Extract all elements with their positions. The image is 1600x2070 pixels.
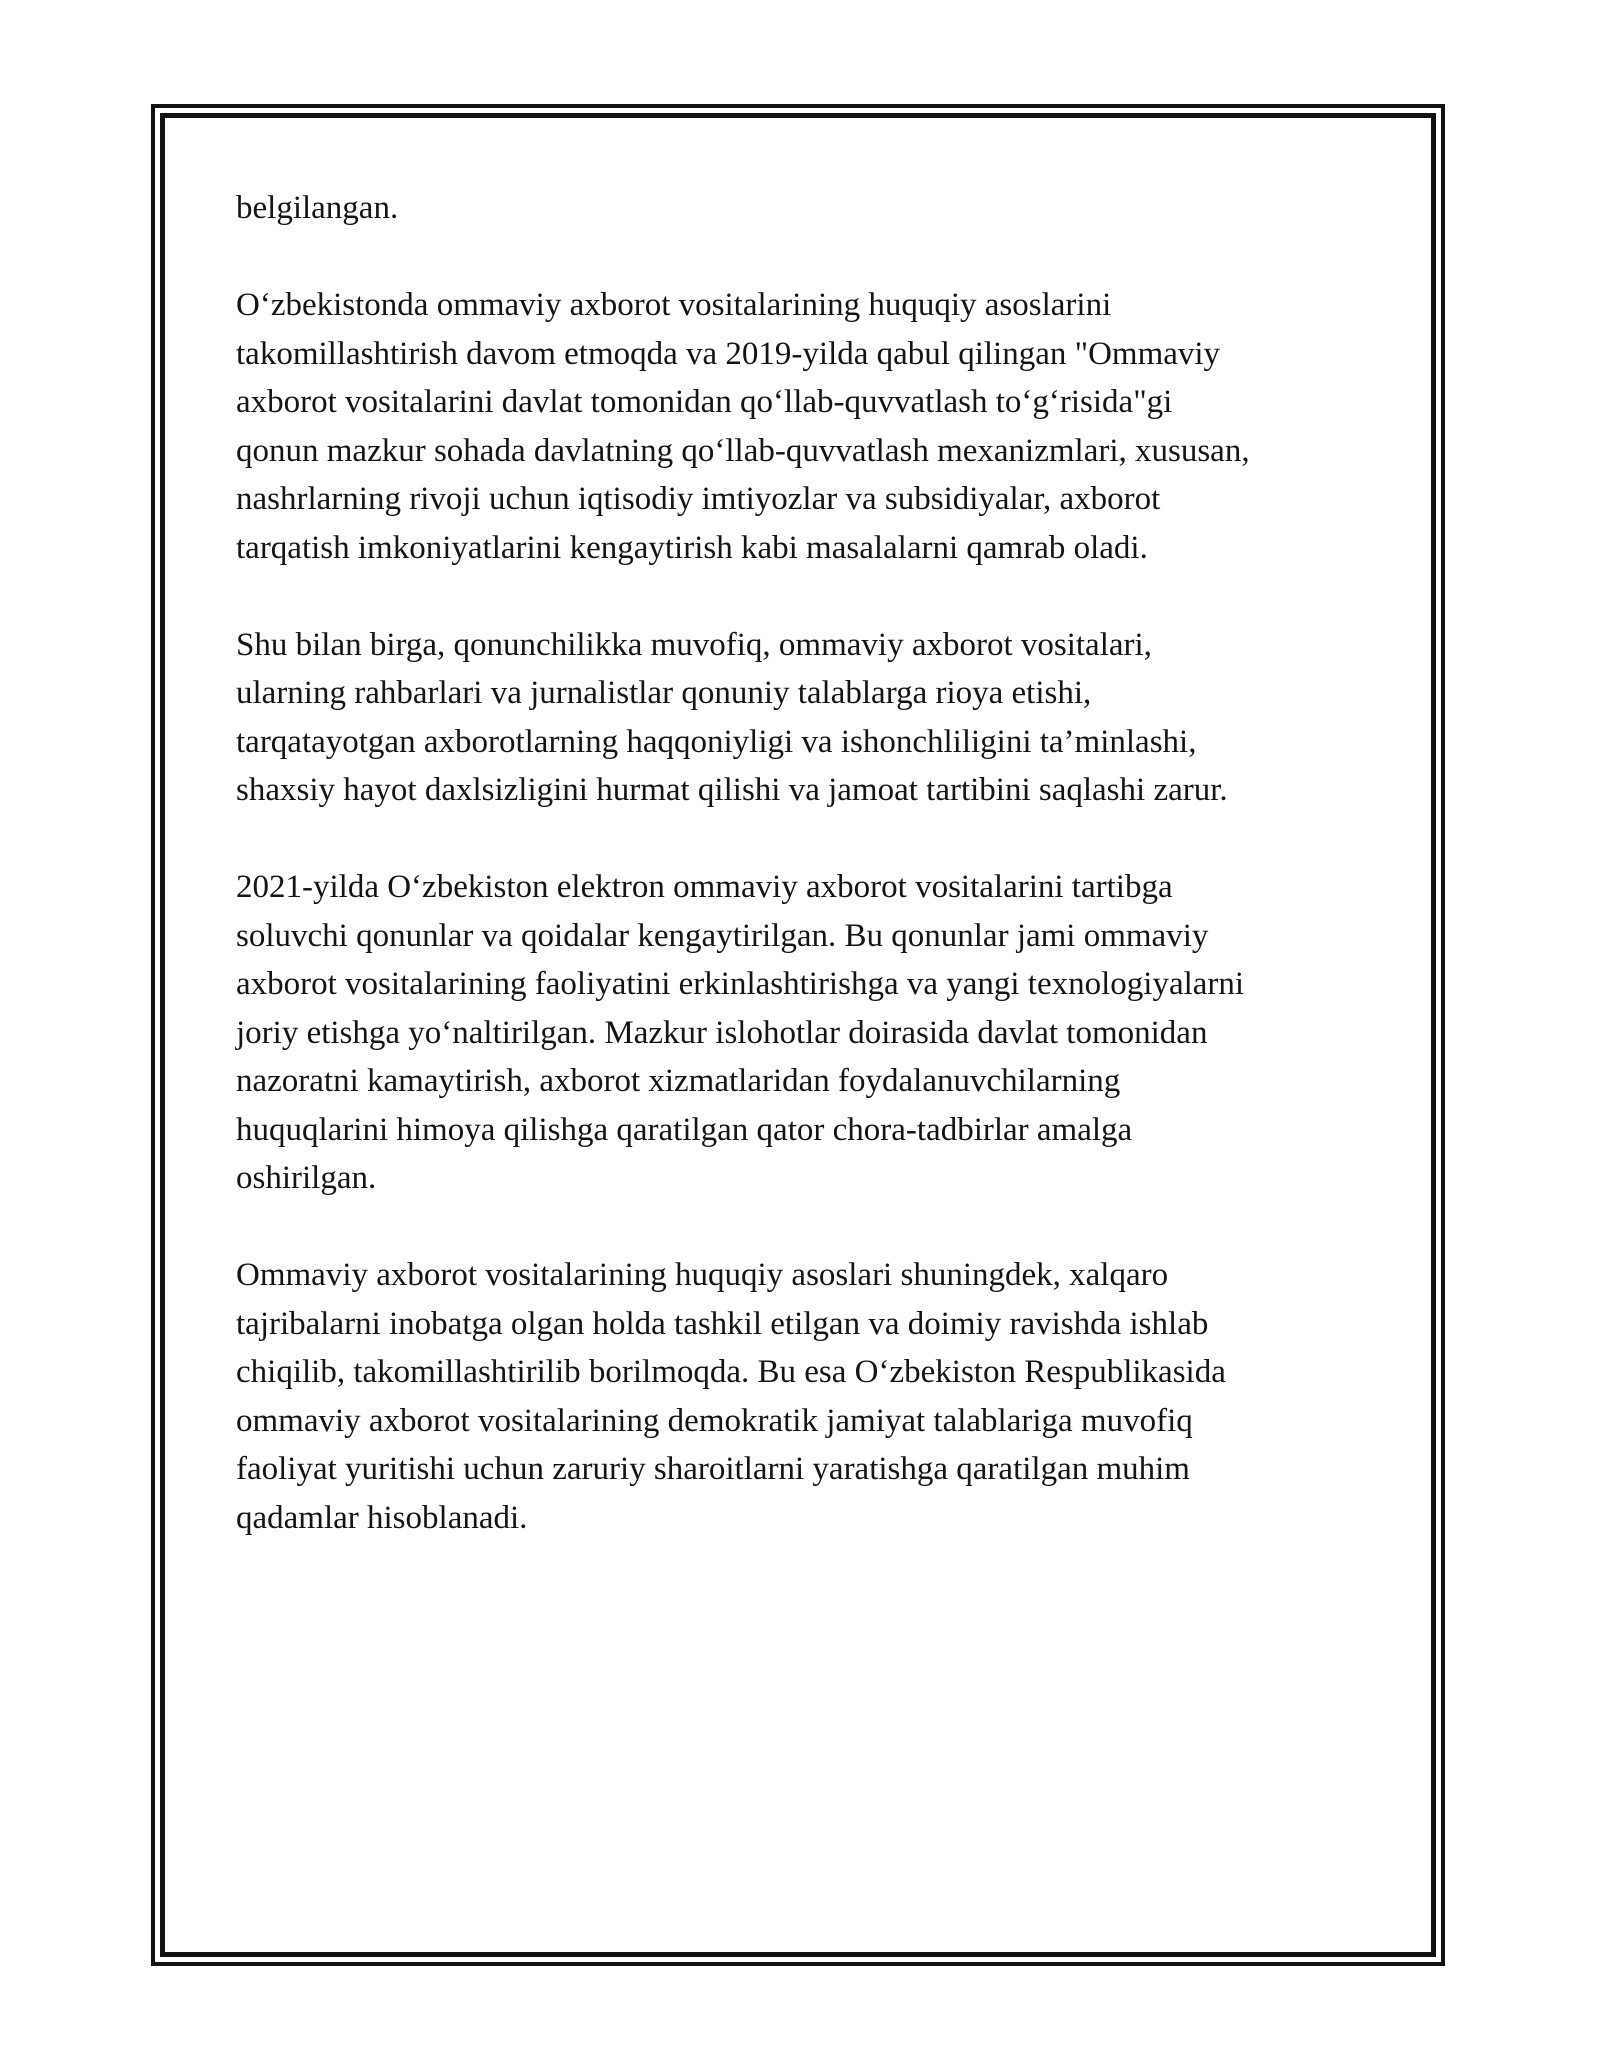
text-line: chiqilib, takomillashtirilib borilmoqda. Bu esa O‘zbekiston Respublikasida: [236, 1354, 1226, 1390]
text-line: oshirilgan.: [236, 1160, 377, 1196]
paragraph: [236, 1251, 1376, 1542]
text-line: tajribalarni inobatga olgan holda tashkil etilgan va doimiy ravishda ishlab: [236, 1305, 1209, 1342]
text-line: shaxsiy hayot daxlsizligini hurmat qilishi va jamoat tartibini saqlashi zarur.: [236, 772, 1228, 808]
text-line: takomillashtirish davom etmoqda va 2019-yilda qabul qilingan "Ommaviy: [236, 335, 1221, 372]
text-line: huquqlarini himoya qilishga qaratilgan qator chora-tadbirlar amalga: [236, 1111, 1133, 1148]
text-line: faoliyat yuritishi uchun zaruriy sharoitlarni yaratishga qaratilgan muhim: [236, 1451, 1190, 1487]
paragraph: [236, 621, 1376, 815]
text-line: nashrlarning rivoji uchun iqtisodiy imtiyozlar va subsidiyalar, axborot: [236, 481, 1161, 517]
text-line: O‘zbekistonda ommaviy axborot vositalarining huquqiy asoslarini: [236, 287, 1112, 323]
text-line: qonun mazkur sohada davlatning qo‘llab-quvvatlash mexanizmlari, xususan,: [236, 432, 1250, 469]
paragraph: [236, 863, 1376, 1203]
text-line: Shu bilan birga, qonunchilikka muvofiq, ommaviy axborot vositalari,: [236, 626, 1152, 663]
text-line: ommaviy axborot vositalarining demokratik jamiyat talablariga muvofiq: [236, 1402, 1193, 1439]
text-line: 2021-yilda O‘zbekiston elektron ommaviy axborot vositalarini tartibga: [236, 869, 1173, 905]
paragraph: [236, 281, 1376, 572]
text-line: Ommaviy axborot vositalarining huquqiy asoslari shuningdek, xalqaro: [236, 1257, 1169, 1293]
text-line: belgilangan.: [236, 190, 399, 226]
text-line: qadamlar hisoblanadi.: [236, 1499, 528, 1536]
text-line: axborot vositalarini davlat tomonidan qo‘llab-quvvatlash to‘g‘risida"gi: [236, 384, 1173, 420]
text-line: tarqatish imkoniyatlarini kengaytirish kabi masalalarni qamrab oladi.: [236, 529, 1148, 566]
text-line: nazoratni kamaytirish, axborot xizmatlaridan foydalanuvchilarning: [236, 1063, 1121, 1099]
document-body: [236, 184, 1376, 1591]
paragraph: [236, 184, 1376, 233]
text-line: axborot vositalarining faoliyatini erkinlashtirishga va yangi texnologiyalarni: [236, 966, 1245, 1002]
text-line: tarqatayotgan axborotlarning haqqoniyligi va ishonchliligini ta’minlashi,: [236, 723, 1197, 760]
text-line: joriy etishga yo‘naltirilgan. Mazkur islohotlar doirasida davlat tomonidan: [236, 1014, 1208, 1051]
text-line: soluvchi qonunlar va qoidalar kengaytirilgan. Bu qonunlar jami ommaviy: [236, 917, 1209, 954]
text-line: ularning rahbarlari va jurnalistlar qonuniy talablarga rioya etishi,: [236, 675, 1092, 711]
